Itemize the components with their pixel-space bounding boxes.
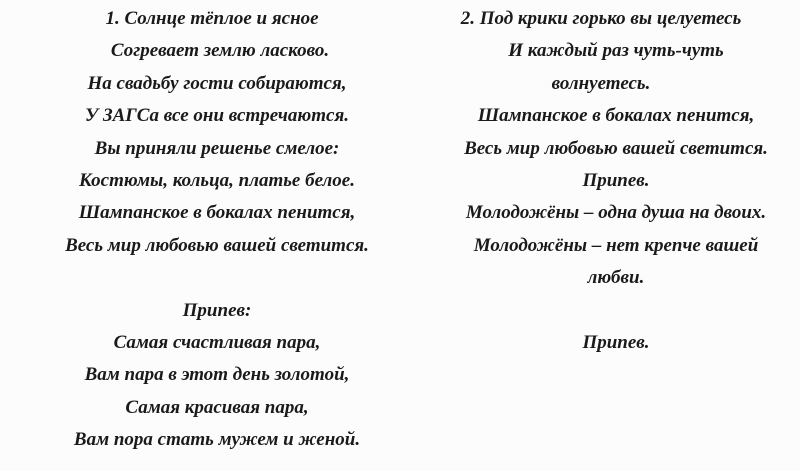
- right-column: [432, 3, 800, 359]
- verse-2-line-1: 2. Под крики горько вы целуетесь: [460, 8, 742, 29]
- verse-2-line-5: Весь мир любовью вашей светится.: [464, 137, 768, 159]
- stanza-gap-2: [432, 295, 800, 327]
- verse-1-line-8: Весь мир любовью вашей светится.: [65, 234, 369, 256]
- verse-1-line-3: На свадьбу гости собираются,: [87, 72, 347, 94]
- verse-1-line-7: Шампанское в бокалах пенится,: [78, 202, 356, 224]
- verse-1-line-5: Вы приняли решенье смелое:: [94, 137, 340, 159]
- closing-chorus-marker: Припев.: [582, 331, 650, 353]
- verse-2-line-3: волнуетесь.: [551, 72, 651, 94]
- verse-2-line-7: Молодожёны – нет крепче вашей: [473, 234, 759, 256]
- chorus-line-3: Самая красивая пара,: [125, 396, 309, 418]
- verse-1-line-6: Костюмы, кольца, платье белое.: [79, 169, 355, 191]
- verse-2: [432, 3, 800, 295]
- chorus-line-4: Вам пора стать мужем и женой.: [73, 429, 361, 451]
- verse-2-chorus-marker: Припев.: [582, 169, 650, 191]
- verse-2-line-4: Шампанское в бокалах пенится,: [477, 105, 755, 127]
- verse-1-line-4: У ЗАГСа все они встречаются.: [84, 105, 350, 127]
- chorus-line-2: Вам пара в этот день золотой,: [84, 364, 350, 386]
- stanza-gap: [0, 262, 434, 294]
- chorus-line-1: Самая счастливая пара,: [113, 331, 321, 353]
- chorus: [0, 295, 434, 457]
- verse-1-line-2: Согревает землю ласково.: [110, 40, 330, 62]
- verse-2-line-6: Молодожёны – одна душа на двоих.: [465, 202, 767, 224]
- verse-2-line-2: И каждый раз чуть-чуть: [508, 40, 724, 62]
- verse-1: [0, 3, 434, 262]
- left-column: [0, 3, 434, 456]
- verse-1-line-1: 1. Солнце тёплое и ясное: [105, 8, 319, 29]
- verse-2-line-8: любви.: [587, 267, 645, 289]
- chorus-heading: Припев:: [182, 299, 252, 321]
